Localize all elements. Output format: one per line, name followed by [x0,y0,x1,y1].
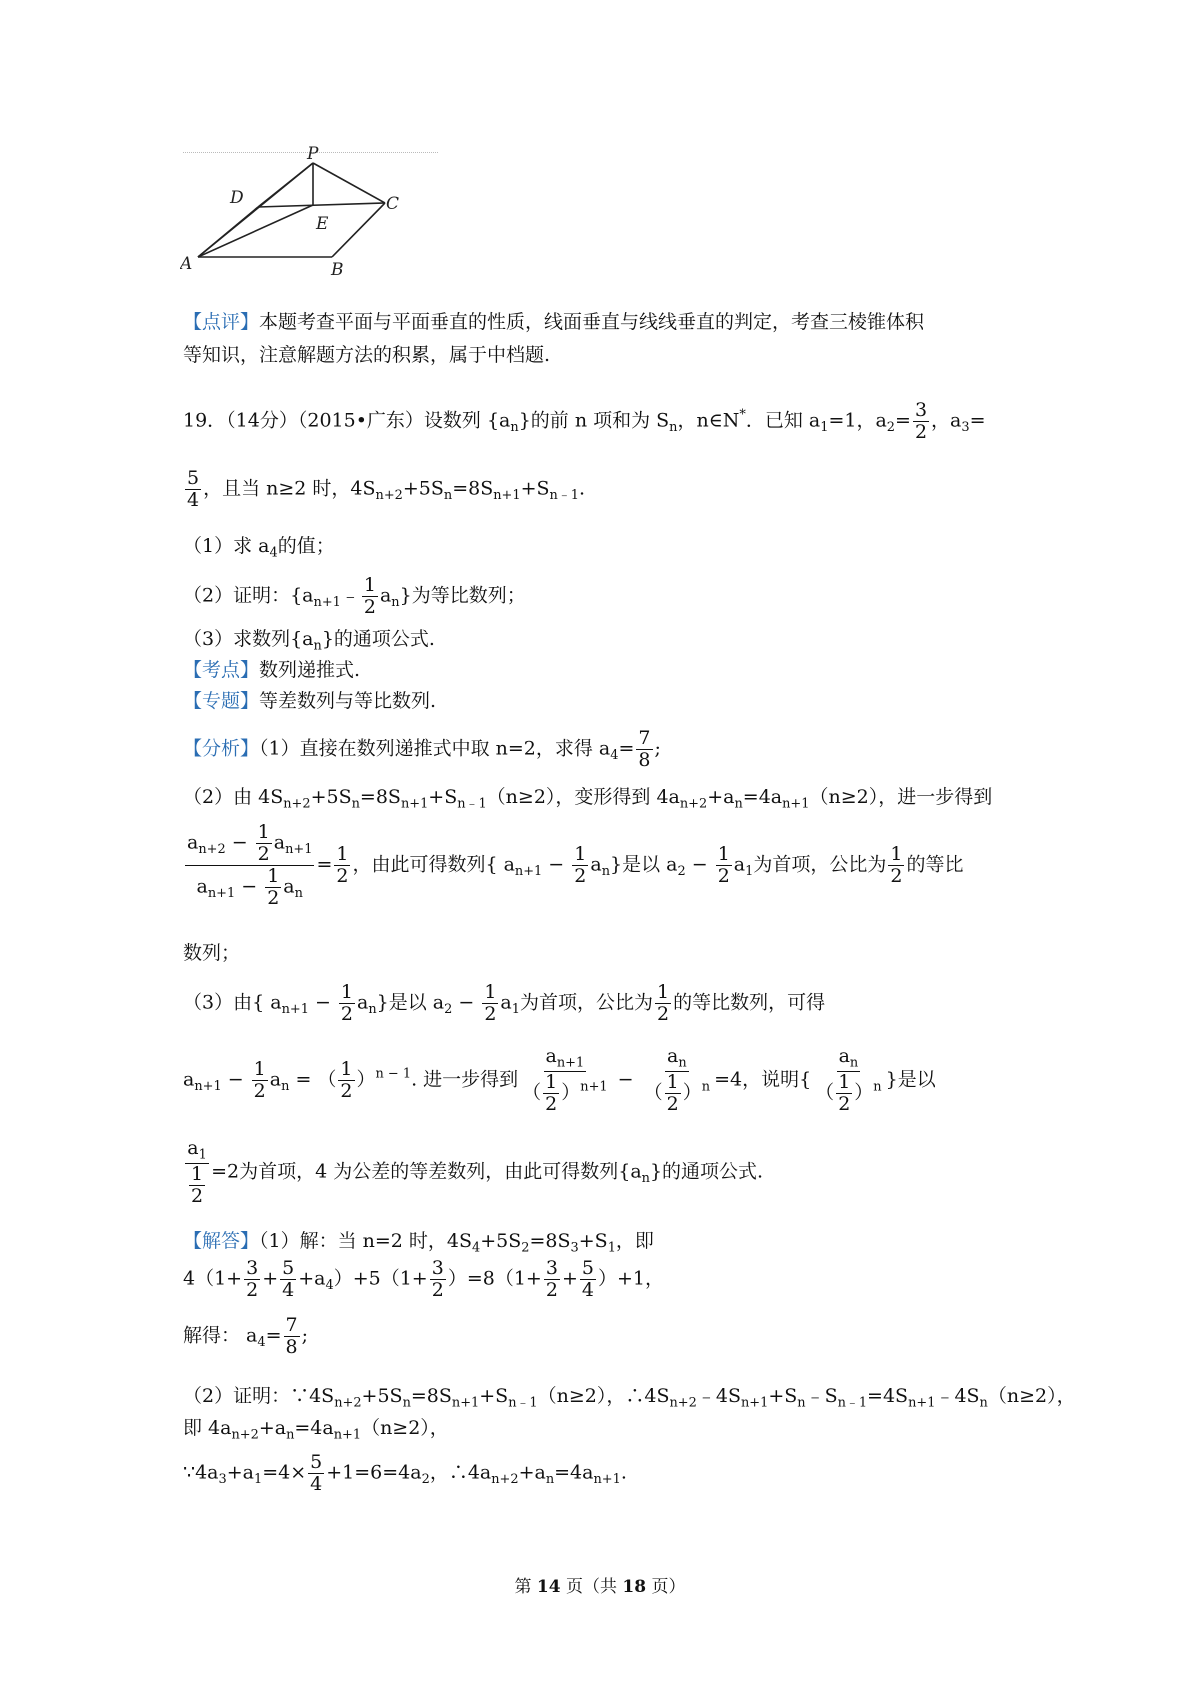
label-C: C [386,194,400,214]
problem-condition: $\frac{5}{4}$ ，且当 n≥2 时，$4S_{n+2}+5S_n=8S_{n+1}+S_{n﹣1}$. [187,467,586,511]
page-footer: 第 14 页（共 18 页） [514,1577,686,1597]
analysis-7: $\frac{a_1}{\frac{1}{2}}$ =2为首项，4 为公差的等差数列，由此可得数列$\{a_n\}$的通项公式. [187,1137,764,1207]
question-2: （2）证明：{$a_{n+1}﹣$ $\frac{1}{2}$ $a_n$}为等比数列； [183,574,526,618]
solution-5: 即 $4a_{n+2}+a_n=4a_{n+1}(n\ge 2)$， [183,1417,449,1443]
comment-tag: 【点评】 [183,311,260,333]
analysis-2: （2）由 $4S_{n+2}+5S_n=8S_{n+1}+S_{n﹣1}(n\ge 2)$，变形得到 $4a_{n+2}+a_n=4a_{n+1}(n\ge 2)$，进一步得到 [183,786,993,812]
analysis-1: 【分析】（1）直接在数列递推式中取 n=2，求得 $a_4=$ $\frac{7}{8}$ ; [183,727,661,771]
kaodian: 【考点】数列递推式. [183,659,361,681]
solution-1: 【解答】（1）解：当 n=2 时，$4S_4+5S_2=8S_3+S_1$，即 [183,1230,654,1256]
question-3: （3）求数列$\{a_n\}$的通项公式. [183,628,435,654]
label-A: A [180,254,193,274]
comment-line-2: 等知识，注意解题方法的积累，属于中档题. [183,344,551,366]
label-E: E [316,214,329,234]
solution-3: 解得： $a_4=$ $\frac{7}{8}$ ; [183,1314,309,1358]
solution-2: 4（1+ $\frac{3}{2}$ + $\frac{5}{4}$ $+a_4)+5(1+$ $\frac{3}{2}$ ）=8（1+ $\frac{3}{2}$ + $\frac{5}{4}$ ）+1， [183,1257,664,1301]
label-D: D [230,188,244,208]
comment-line-1: 【点评】本题考查平面与平面垂直的性质，线面垂直与线线垂直的判定，考查三棱锥体积 [183,311,925,333]
label-B: B [331,260,344,280]
label-P: P [307,145,319,164]
analysis-6: $a_{n+1}$ − $\frac{1}{2}$ $a_n$ = （ $\frac{1}{2}$ ）$^{n - 1}$. 进一步得到 $a_{n+1}$ （ $\frac{1}{2}$ ）$^{n+1}$ − $a_n$ （ $\frac{1}{2}$ ）$^n$ =4，说明{ $a_n$ （ $\frac{1}{2}$ ）$^n$ }是以 [183,1045,936,1115]
problem-head: 19．（14分）（2015•广东）设数列 $\{a_n\}$的前 n 项和为 $S_n$，n∈N*．已知 $a_1=1$，$a_2=$ $\frac{3}{2}$ ，$a_3=$ [183,399,986,443]
page-total: 18 [622,1577,647,1597]
solution-4: （2）证明：$\because 4S_{n+2}+5S_n=8S_{n+1}+S_{n﹣1}(n\ge 2)$，$\therefore 4S_{n+2}﹣4S_{n+1}+S_n﹣S_{n﹣1}=4S_{n+1}﹣4S_n(n\ge 2)$， [183,1385,1076,1411]
question-1: （1）求 $a_4$的值； [183,535,335,561]
analysis-4: 数列； [183,942,241,964]
solution-6: $\because 4a_3+a_1=4\times$ $\frac{5}{4}$ $+1=6=4a_2$，$\therefore 4a_{n+2}+a_n=4a_{n+1}$. [183,1451,627,1495]
analysis-5: （3）由{ $a_{n+1}$ − $\frac{1}{2}$ $a_n$}是以 $a_2$ − $\frac{1}{2}$ $a_1$为首项，公比为 $\frac{1}{2}$ 的等比数列，可得 [183,981,826,1025]
page-number: 14 [536,1577,561,1597]
analysis-3: $a_{n+2}$ − $\frac{1}{2}$ $a_{n+1}$ $a_{n+1}$ − $\frac{1}{2}$ $a_n$ = $\frac{1}{2}$ ，由此可得数列{ $a_{n+1}$ − $\frac{1}{2}$ $a_n$}是以 $a_2$ − $\frac{1}{2}$ $a_1$为首项，公比为 $\frac{1}{2}$ 的等比 [187,821,964,909]
zhuanti: 【专题】等差数列与等比数列. [183,690,437,712]
pyramid-figure [180,145,440,285]
